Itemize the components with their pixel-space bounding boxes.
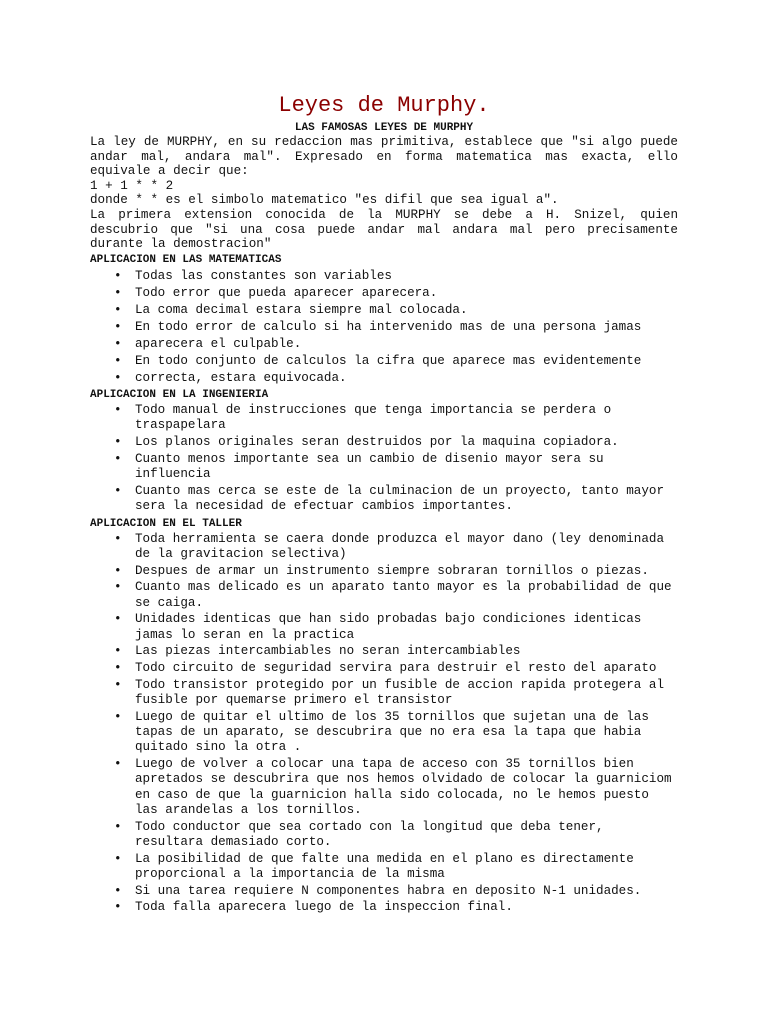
bullet-icon: • <box>114 483 122 498</box>
bullet-icon: • <box>114 851 122 866</box>
bullet-icon: • <box>114 302 122 317</box>
list-item: • La coma decimal estara siempre mal colocada. <box>114 302 468 317</box>
intro-formula: 1 + 1 * * 2 <box>90 178 174 193</box>
bullet-icon: • <box>114 353 122 368</box>
list-item: • Toda falla aparecera luego de la inspeccion final. <box>114 900 513 915</box>
bullet-icon: • <box>114 661 122 676</box>
list-matematicas <box>90 268 678 387</box>
list-item: • En todo conjunto de calculos la cifra que aparece mas evidentemente <box>114 353 642 368</box>
bullet-icon: • <box>114 819 122 834</box>
bullet-icon: • <box>114 677 122 692</box>
intro-paragraph-1: La ley de MURPHY, en su redaccion mas primitiva, establece que "si algo puede andar mal, andara mal". Expresado en forma matematica mas exacta, ello equivale a decir que: <box>90 135 678 179</box>
intro-paragraph-2: La primera extension conocida de la MURPHY se debe a H. Snizel, quien descubrio que "si una cosa puede andar mal andara mal pero precisamente durante la demostracion" <box>90 207 678 252</box>
bullet-icon: • <box>114 900 122 915</box>
bullet-icon: • <box>114 757 122 772</box>
bullet-icon: • <box>114 370 122 385</box>
list-taller <box>90 532 678 916</box>
bullet-icon: • <box>114 531 122 546</box>
bullet-icon: • <box>114 285 122 300</box>
list-item: • Todo manual de instrucciones que tenga importancia se perdera o traspapelara <box>114 402 612 432</box>
list-item: • aparecera el culpable. <box>114 336 302 351</box>
list-item: • Luego de quitar el ultimo de los 35 tornillos que sujetan una de las tapas de un aparato, se descubrira que no era esa la tapa que habia quitado sino la otra . <box>114 709 649 755</box>
page-title: Leyes de Murphy. <box>278 93 490 118</box>
bullet-icon: • <box>114 709 122 724</box>
list-item: • Cuanto mas cerca se este de la culminacion de un proyecto, tanto mayor sera la necesidad de efectuar cambios importantes. <box>114 483 665 513</box>
list-item: • Si una tarea requiere N componentes habra en deposito N-1 unidades. <box>114 883 642 898</box>
list-item: • Las piezas intercambiables no seran intercambiables <box>114 644 521 659</box>
list-ingenieria <box>90 403 678 514</box>
list-item: • Todo circuito de seguridad servira para destruir el resto del aparato <box>114 661 657 676</box>
bullet-icon: • <box>114 563 122 578</box>
list-item: • Toda herramienta se caera donde produzca el mayor dano (ley denominada de la gravitacion selectiva) <box>114 531 665 561</box>
list-item: • Unidades identicas que han sido probadas bajo condiciones identicas jamas lo seran en la practica <box>114 612 642 642</box>
section-heading-ingenieria: APLICACION EN LA INGENIERIA <box>90 388 269 401</box>
list-item: • La posibilidad de que falte una medida en el plano es directamente proporcional a la importancia de la misma <box>114 851 634 881</box>
list-item: • Todas las constantes son variables <box>114 268 392 283</box>
bullet-icon: • <box>114 268 122 283</box>
bullet-icon: • <box>114 402 122 417</box>
document-body <box>90 135 678 917</box>
bullet-icon: • <box>114 336 122 351</box>
bullet-icon: • <box>114 451 122 466</box>
list-item: • Todo transistor protegido por un fusible de accion rapida protegera al fusible por quemarse primero el transistor <box>114 677 665 708</box>
list-item: • Los planos originales seran destruidos por la maquina copiadora. <box>114 434 619 449</box>
bullet-icon: • <box>114 580 122 595</box>
list-item: • correcta, estara equivocada. <box>114 370 347 385</box>
list-item: • En todo error de calculo si ha intervenido mas de una persona jamas <box>114 319 642 334</box>
section-heading-matematicas: APLICACION EN LAS MATEMATICAS <box>90 253 282 266</box>
section-heading-taller: APLICACION EN EL TALLER <box>90 517 242 530</box>
bullet-icon: • <box>114 883 122 898</box>
intro-definition: donde * * es el simbolo matematico "es difil que sea igual a". <box>90 193 559 208</box>
bullet-icon: • <box>114 644 122 659</box>
list-item: • Cuanto menos importante sea un cambio de disenio mayor sera su influencia <box>114 451 604 481</box>
page-subtitle: LAS FAMOSAS LEYES DE MURPHY <box>294 122 474 134</box>
list-item: • Despues de armar un instrumento siempre sobraran tornillos o piezas. <box>114 563 649 578</box>
list-item: • Todo conductor que sea cortado con la longitud que deba tener, resultara demasiado corto. <box>114 819 604 849</box>
bullet-icon: • <box>114 612 122 627</box>
bullet-icon: • <box>114 319 122 334</box>
list-item: • Cuanto mas delicado es un aparato tanto mayor es la probabilidad de que se caiga. <box>114 580 672 610</box>
bullet-icon: • <box>114 434 122 449</box>
list-item: • Todo error que pueda aparecer aparecera. <box>114 285 438 300</box>
list-item: • Luego de volver a colocar una tapa de acceso con 35 tornillos bien apretados se descubrira que nos hemos olvidado de colocar la guarniciom en caso de que la guarnicion halla sido colocada, no le hemos puesto las arandelas a los tornillos. <box>114 757 672 817</box>
